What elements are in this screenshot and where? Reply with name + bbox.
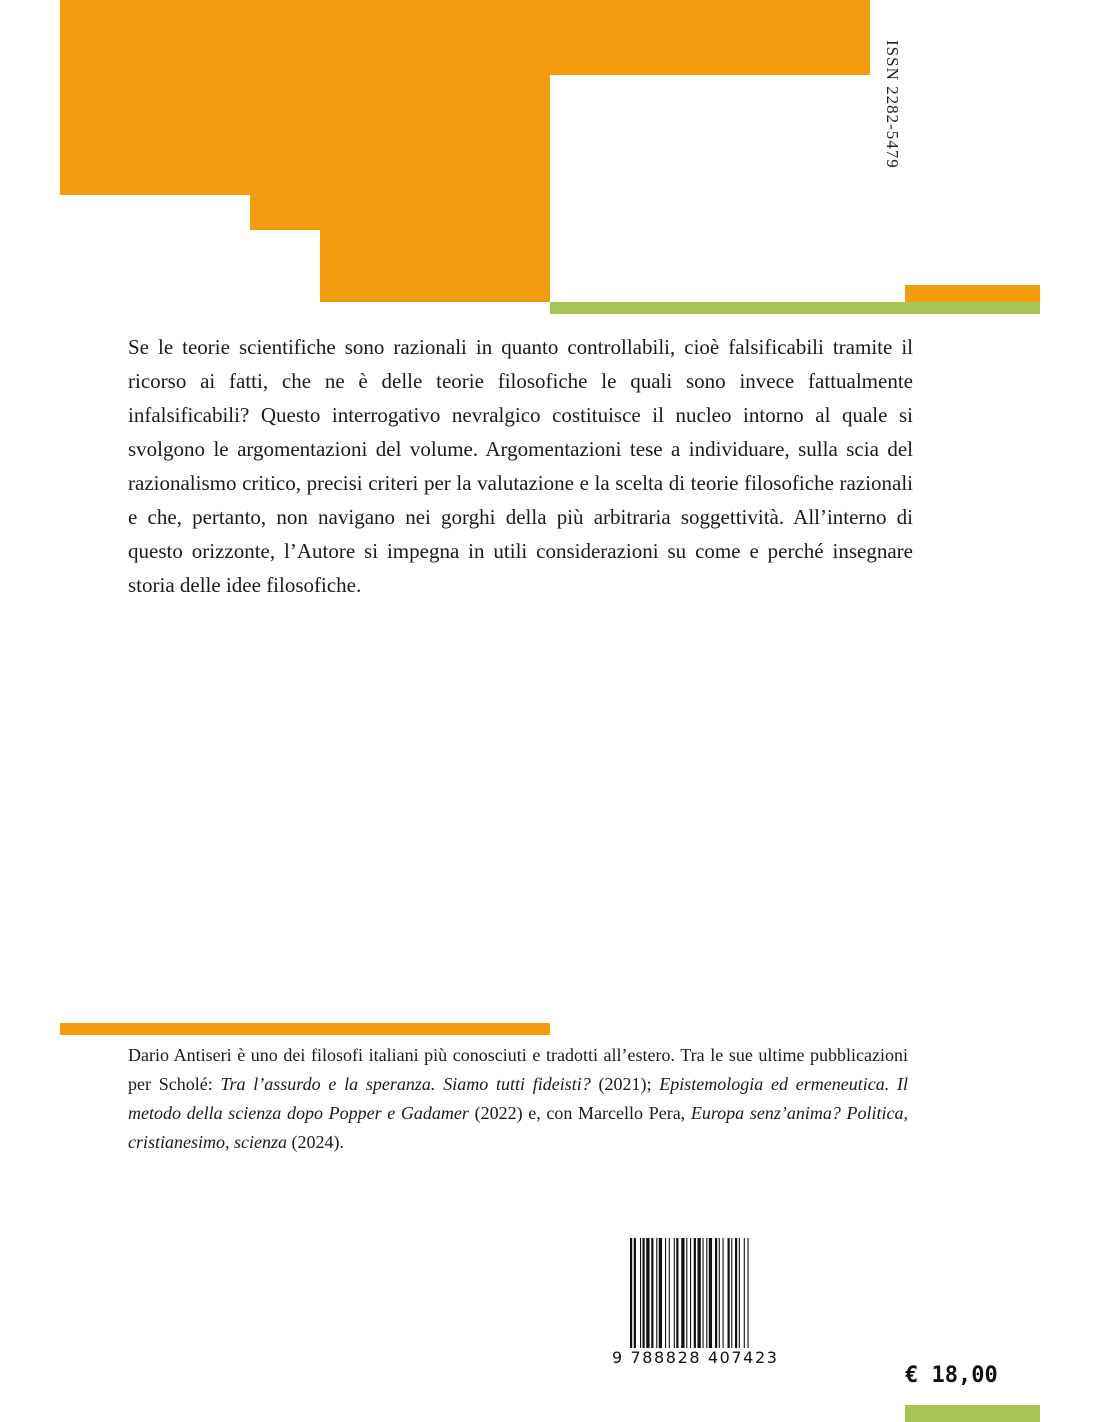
barcode-bar [656,1238,657,1348]
barcode-bar [686,1238,687,1348]
barcode-bar [634,1238,636,1348]
barcode-bar [676,1238,678,1348]
orange-stripe-right [905,285,1040,302]
barcode-bar [719,1238,720,1348]
barcode-bar [715,1238,717,1348]
barcode-bar [659,1238,662,1348]
barcode-bar [703,1238,704,1348]
barcode-bar [646,1238,649,1348]
barcode-bar [651,1238,653,1348]
orange-block-bottom-step [320,0,550,302]
issn-label: ISSN 2282-5479 [883,40,902,169]
author-name: Dario Antiseri [128,1045,232,1065]
barcode [630,1238,822,1348]
barcode-bar [669,1238,670,1348]
barcode-bar [748,1238,749,1348]
barcode-digits: 9 788828 407423 [612,1348,779,1367]
barcode-bar [694,1238,696,1348]
barcode-bar [630,1238,632,1348]
book-title-1: Tra l’assurdo e la speranza. Siamo tutti fideisti? [220,1074,591,1094]
barcode-bar [640,1238,641,1348]
barcode-bar [698,1238,701,1348]
barcode-bar [674,1238,675,1348]
barcode-bar [735,1238,737,1348]
barcode-bar [723,1238,724,1348]
book-title-3: Europa senz’anima? Politica, cristianesimo, scienza [128,1103,908,1152]
orange-divider-bottom [60,1023,550,1035]
green-stripe-top [550,302,1040,314]
barcode-bar [709,1238,712,1348]
barcode-bar [681,1238,684,1348]
green-stripe-bottom [905,1405,1040,1422]
barcode-bar [744,1238,745,1348]
book-blurb: Se le teorie scientifiche sono razionali in quanto controllabili, cioè falsificabili tramite il ricorso ai fatti, che ne è delle teorie filosofiche le quali sono invece fattualmente infalsificabili? Questo interrogativo nevralgico costituisce il nucleo intorno al quale si svolgono le argomentazioni del volume. Argomentazioni tese a individuare, sulla scia del razionalismo critico, precisi criteri per la valutazione e la scelta di teorie filosofiche razionali e che, pertanto, non navigano nei gorghi della più arbitraria soggettività. All’interno di questo orizzonte, l’Autore si impegna in utili considerazioni su come e perché insegnare storia delle idee filosofiche. [128,335,913,597]
barcode-bar [643,1238,645,1348]
book-title-2: Epistemologia ed ermeneutica. Il metodo della scienza dopo Popper e Gadamer [128,1074,908,1123]
price-label: € 18,00 [905,1363,998,1388]
barcode-bar [706,1238,707,1348]
author-bio: Dario Antiseri è uno dei filosofi italiani più conosciuti e tradotti all’estero. Tra le sue ultime pubblicazioni per Scholé: Tra l’assurdo e la speranza. Siamo tutti fideisti? (2021); Epistemologia ed ermeneutica. Il metodo della scienza dopo Popper e Gadamer (2022) e, con Marcello Pera, Europa senz’anima? Politica, cristianesimo, scienza (2024). [128,1045,909,1152]
barcode-bar [739,1238,740,1348]
barcode-bar [665,1238,666,1348]
barcode-bar [728,1238,730,1348]
barcode-bar [690,1238,691,1348]
barcode-bar [731,1238,732,1348]
